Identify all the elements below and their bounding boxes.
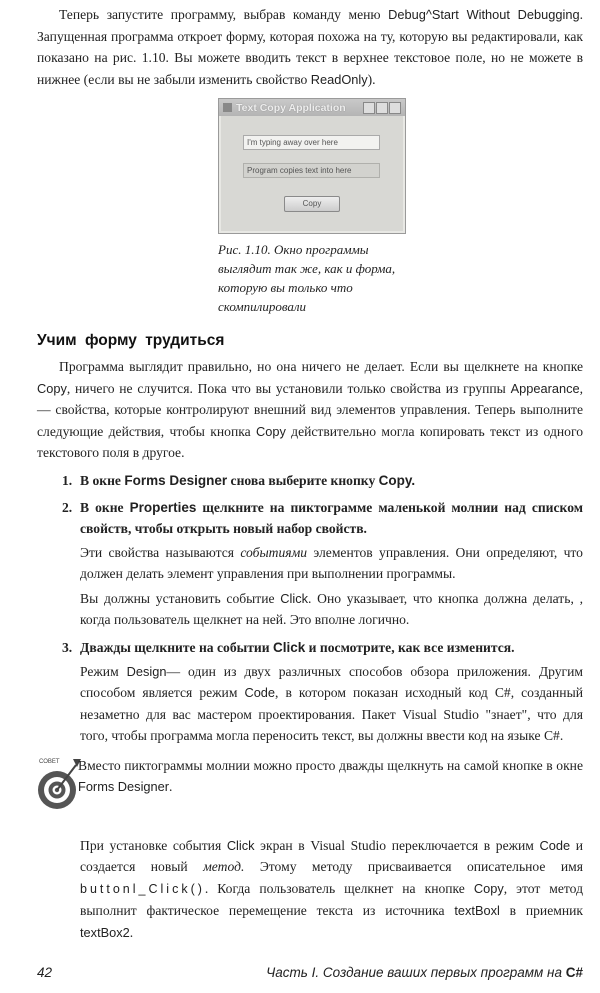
text-run: Режим [80,663,127,679]
text-run: Forms Designer [124,472,228,488]
text-run: экран в Visual Studio переключается в режим [254,837,540,853]
figure [218,98,418,316]
text-run: Этому методу присваивается описательное имя [244,859,583,874]
text-run: — один из двух различных способов обзора приложения. Другим способом является режим [80,663,583,700]
tip-box [37,755,583,811]
section-heading: Учим форму трудиться [37,332,225,349]
text-run: Вместо пиктограммы молнии можно просто дважды щелкнуть на самой кнопке в окне [78,757,583,773]
readonly-textbox: Program copies text into here [243,163,380,178]
maximize-icon [376,102,388,114]
running-title-bold: C# [565,965,583,980]
text-run: щелкните на пиктограмме маленькой молнии над списком свойств, чтобы открыть новый набор свойств. [80,499,583,536]
text-run: событиями [240,544,308,560]
final-paragraph [80,835,583,944]
text-run: Copy. [378,472,416,488]
text-run: , — свойства, которые контролируют внешний вид элементов управления. Теперь выполните следующие действия, чтобы кнопка [37,380,583,439]
page-footer [37,943,583,983]
text-run: Теперь запустите программу, выбрав команду меню [59,7,389,22]
step-text [80,470,583,491]
text-run: ). [367,71,376,87]
text-run: Copy [255,423,286,439]
text-run: , в котором показан исходный код C#, созданный незаметно для вас мастером проектирования. Пакет Visual Studio "знает", что для того, чтобы программа могла переносить текст, вы должны ввести код на языке C#. [80,685,583,743]
text-run: . [169,779,173,794]
tip-text [78,755,583,798]
text-run: снова выберите кнопку [227,472,379,488]
text-run: Code [244,685,276,700]
step-2-note-click [80,588,583,631]
page-number: 42 [37,965,53,980]
text-run: . Когда пользователь щелкнет на кнопке [204,880,474,896]
text-run: В окне [80,472,125,488]
minimize-icon [363,102,375,114]
copy-button: Copy [284,196,340,212]
text-run: Click [280,590,309,606]
text-run: textBox2 [80,924,130,940]
main-paragraph [37,356,583,464]
text-run: ReadOnly [310,71,368,87]
window-titlebar [219,99,405,116]
intro-paragraph [37,4,583,90]
text-run: . Запущенная программа откроет форму, которая похожа на ту, которую вы редактировали, как показано на рис. 1.10. Вы можете вводить текст в верхнее текстовое поле, но не можете в нижнее (если вы не забыли изменить свойство [37,7,583,87]
step-number: 1. [62,472,73,488]
step-3 [62,637,583,658]
text-run: Дважды щелкните на событии [80,639,273,655]
step-2-note-events [80,542,583,585]
step-text [80,497,583,539]
text-run: Click [226,837,255,853]
text-run: textBoxl [454,903,500,918]
step-2 [62,497,583,539]
text-run: в приемник [499,903,583,918]
step-number: 3. [62,639,73,655]
source-textbox: I'm typing away over here [243,135,380,150]
step-3-note [80,661,583,747]
text-run: Copy [37,380,67,396]
tip-label: СОВЕТ [39,758,60,765]
text-run: При установке события [80,837,227,853]
text-run: элементов управления. Они определяют, что должен делать элемент управления при выполнении программы. [80,544,583,581]
text-run: . [129,924,134,940]
running-title-text: Часть I. Создание ваших первых программ на [266,965,566,980]
text-run: Click [273,639,306,655]
running-title [266,963,583,983]
text-run: Code [539,837,571,853]
figure-caption: Рис. 1.10. Окно программы выглядит так же, как и форма, которую вы только что скомпилировали [218,242,396,314]
text-run: , ничего не случится. Пока что вы установили только свойства из группы [66,380,511,396]
figure-window [218,98,406,234]
step-text [80,637,583,658]
text-run: Copy [473,880,504,896]
text-run: и создается новый [80,837,583,874]
close-icon [389,102,401,114]
text-run: Эти свойства называются [80,544,241,560]
text-run: и посмотрите, как все изменится. [305,639,515,655]
text-run: Properties [129,499,197,515]
text-run: Forms Designer [78,779,170,794]
text-run: Debug^Start Without Debugging [388,7,580,22]
text-run: метод. [203,859,245,874]
text-run: Design [126,663,167,679]
text-run: действительно могла копировать текст из одного текстового поля в другое. [37,423,583,460]
text-run: Программа выглядит правильно, но она ничего не делает. Если вы щелкнете на кнопке [59,359,583,374]
text-run: В окне [80,499,130,515]
app-icon [223,103,232,112]
text-run: Вы должны установить событие [80,590,281,606]
tip-target-icon [35,755,83,811]
text-run: . Оно указывает, что кнопка должна делать, , когда пользователь щелкнет на ней. Это вполне логично. [80,590,583,627]
text-run: buttonl_Click() [80,881,205,896]
window-title: Text Copy Application [236,101,346,114]
text-run: Appearance [510,380,580,396]
step-1 [62,470,583,491]
text-run: , этот метод выполнит фактическое перемещение текста из источника [80,880,583,918]
step-number: 2. [62,499,73,515]
